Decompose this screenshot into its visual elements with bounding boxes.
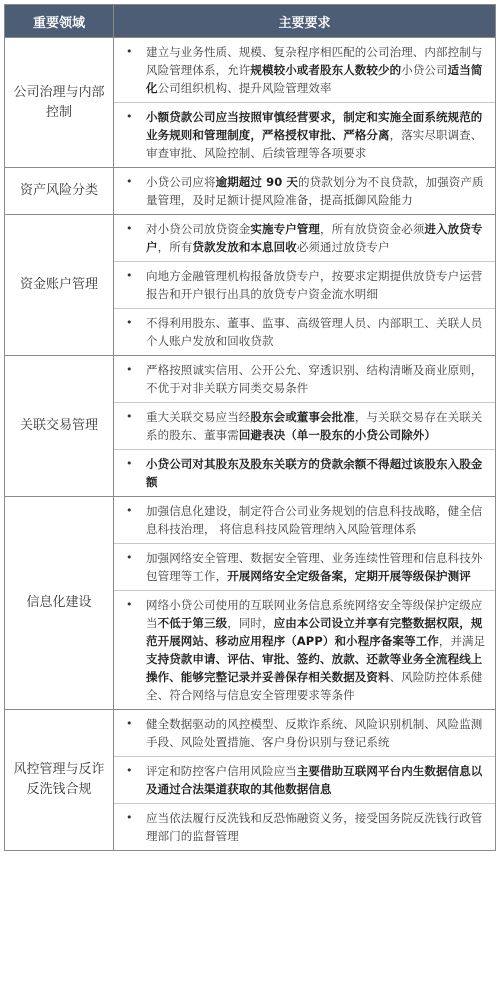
text-segment: 向地方金融管理机构报备放贷专户，按要求定期提供放贷专户运营报告和开户银行出具的放贷专户资金流水明细: [146, 269, 483, 301]
bullet-icon: •: [126, 811, 133, 824]
bold-text-segment: 进入放贷专户: [146, 222, 483, 254]
requirements-cell: [114, 497, 496, 710]
bullet-icon: •: [126, 269, 133, 282]
header-requirements: 主要要求: [114, 5, 496, 38]
requirements-cell: [114, 215, 496, 356]
bold-text-segment: 回避表决（单一股东的小贷公司除外）: [238, 428, 437, 442]
bold-text-segment: 规模较小或者股东人数较少的: [250, 63, 402, 77]
text-segment: ，落实尽职调查、审查审批、风险控制、后续管理等各项要求: [146, 128, 483, 160]
text-segment: 公司组织机构、提升风险管理效率: [157, 81, 332, 95]
list-item: [114, 591, 495, 709]
text-segment: 加强信息化建设，制定符合公司业务规划的信息科技战略，健全信息科技治理， 将信息科技风险管理纳入风险管理体系: [146, 504, 483, 536]
bullet-icon: •: [126, 764, 133, 777]
text-segment: 的贷款划分为不良贷款，加强资产质量管理，及时足额计提风险准备，提高抵御风险能力: [146, 175, 484, 207]
text-segment: ，同时，: [227, 616, 274, 630]
table-row: [5, 38, 496, 168]
bullet-icon: •: [126, 110, 133, 123]
table-row: [5, 168, 496, 215]
bullet-icon: •: [126, 457, 133, 470]
bold-text-segment: 贷款发放和本息回收: [192, 240, 297, 254]
bold-text-segment: 主要借助互联网平台内生数据信息以及通过合法渠道获取的其他数据信息: [146, 764, 483, 796]
text-segment: 应当依法履行反洗钱和反恐怖融资义务，接受国务院反洗钱行政管理部门的监督管理: [146, 811, 483, 843]
bold-text-segment: 支持贷款申请、评估、审批、签约、放款、还款等业务全流程线上操作、能够完整记录并妥善保存相关数据及资料: [146, 652, 483, 684]
area-cell: 公司治理与内部控制: [5, 38, 114, 168]
area-cell: 资金账户管理: [5, 215, 114, 356]
bullet-icon: •: [126, 598, 133, 611]
list-item: [114, 544, 495, 591]
bullet-icon: •: [126, 316, 133, 329]
list-item: [114, 103, 495, 167]
text-segment: ，与关联交易存在关联关系的股东、董事需: [146, 410, 483, 442]
requirements-cell: [114, 38, 496, 168]
text-segment: 重大关联交易应当经: [146, 410, 251, 424]
requirements-cell: [114, 710, 496, 851]
bullet-icon: •: [126, 551, 133, 564]
area-cell: 信息化建设: [5, 497, 114, 710]
text-segment: ，所有放贷资金必须: [320, 222, 425, 236]
text-segment: 必须通过放贷专户: [296, 240, 390, 254]
bold-text-segment: 股东会或董事会批准: [250, 410, 355, 424]
text-segment: ，并满足: [438, 634, 486, 648]
list-item: [114, 262, 495, 309]
text-segment: ，所有: [157, 240, 193, 254]
text-segment: 、风险防控体系健全、符合网络与信息安全管理要求等条件: [146, 670, 483, 702]
text-segment: 加强网络安全管理、数据安全管理、业务连续性管理和信息科技外包管理等工作，: [146, 551, 483, 583]
list-item: [114, 804, 495, 850]
table-header-row: [5, 5, 496, 38]
bold-text-segment: 不低于第三级: [157, 616, 228, 630]
table-row: [5, 215, 496, 356]
bullet-icon: •: [126, 410, 133, 423]
text-segment: 不得利用股东、董事、监事、高级管理人员、内部职工、关联人员个人账户发放和回收贷款: [146, 316, 483, 348]
area-cell: 风控管理与反诈反洗钱合规: [5, 710, 114, 851]
table-row: [5, 497, 496, 710]
bold-text-segment: 小贷公司对其股东及股东关联方的贷款余额不得超过该股东入股金额: [146, 457, 483, 489]
text-segment: 对小贷公司放贷资金: [146, 222, 251, 236]
list-item: [114, 497, 495, 544]
list-item: [114, 309, 495, 355]
text-segment: 评定和防控客户信用风险应当: [146, 764, 297, 778]
bold-text-segment: 应由本公司设立并享有完整数据权限，规范开展网站、移动应用程序（APP）和小程序备案等工作: [146, 616, 483, 648]
list-item: [114, 168, 495, 214]
list-item: [114, 38, 495, 103]
list-item: [114, 710, 495, 757]
text-segment: 健全数据驱动的风控模型、反欺诈系统、风险识别机制、风险监测手段、风险处置措施、客户身份识别与登记系统: [146, 717, 483, 749]
list-item: [114, 356, 495, 403]
bullet-icon: •: [126, 504, 133, 517]
bold-text-segment: 逾期超过 90 天: [215, 175, 299, 189]
bullet-icon: •: [126, 363, 133, 376]
text-segment: 网络小贷公司使用的互联网业务信息系统网络安全等级保护定级应当: [146, 598, 483, 630]
bullet-icon: •: [126, 222, 133, 235]
requirements-table: [4, 4, 496, 851]
text-segment: 严格按照诚实信用、公开公允、穿透识别、结构清晰及商业原则，不优于对非关联方同类交易条件: [146, 363, 483, 395]
bullet-icon: •: [126, 45, 133, 58]
requirements-cell: [114, 168, 496, 215]
text-segment: 小贷公司: [401, 63, 448, 77]
bold-text-segment: 适当简化: [146, 63, 483, 95]
list-item: [114, 450, 495, 496]
list-item: [114, 403, 495, 450]
area-cell: 关联交易管理: [5, 356, 114, 497]
requirements-cell: [114, 356, 496, 497]
bullet-icon: •: [126, 717, 133, 730]
area-cell: 资产风险分类: [5, 168, 114, 215]
bold-text-segment: 开展网络安全定级备案，定期开展等级保护测评: [227, 569, 471, 583]
header-area: 重要领域: [5, 5, 114, 38]
list-item: [114, 215, 495, 262]
table-row: [5, 356, 496, 497]
bullet-icon: •: [126, 175, 133, 188]
text-segment: 小贷公司应将: [146, 175, 216, 189]
bold-text-segment: 实施专户管理: [250, 222, 321, 236]
list-item: [114, 757, 495, 804]
text-segment: 建立与业务性质、规模、复杂程序相匹配的公司治理、内部控制与风险管理体系，允许: [146, 45, 483, 77]
table-row: [5, 710, 496, 851]
table-body: [5, 38, 496, 851]
bold-text-segment: 小额贷款公司应当按照审慎经营要求，制定和实施全面系统规范的业务规则和管理制度，严格授权审批、严格分离: [146, 110, 483, 142]
